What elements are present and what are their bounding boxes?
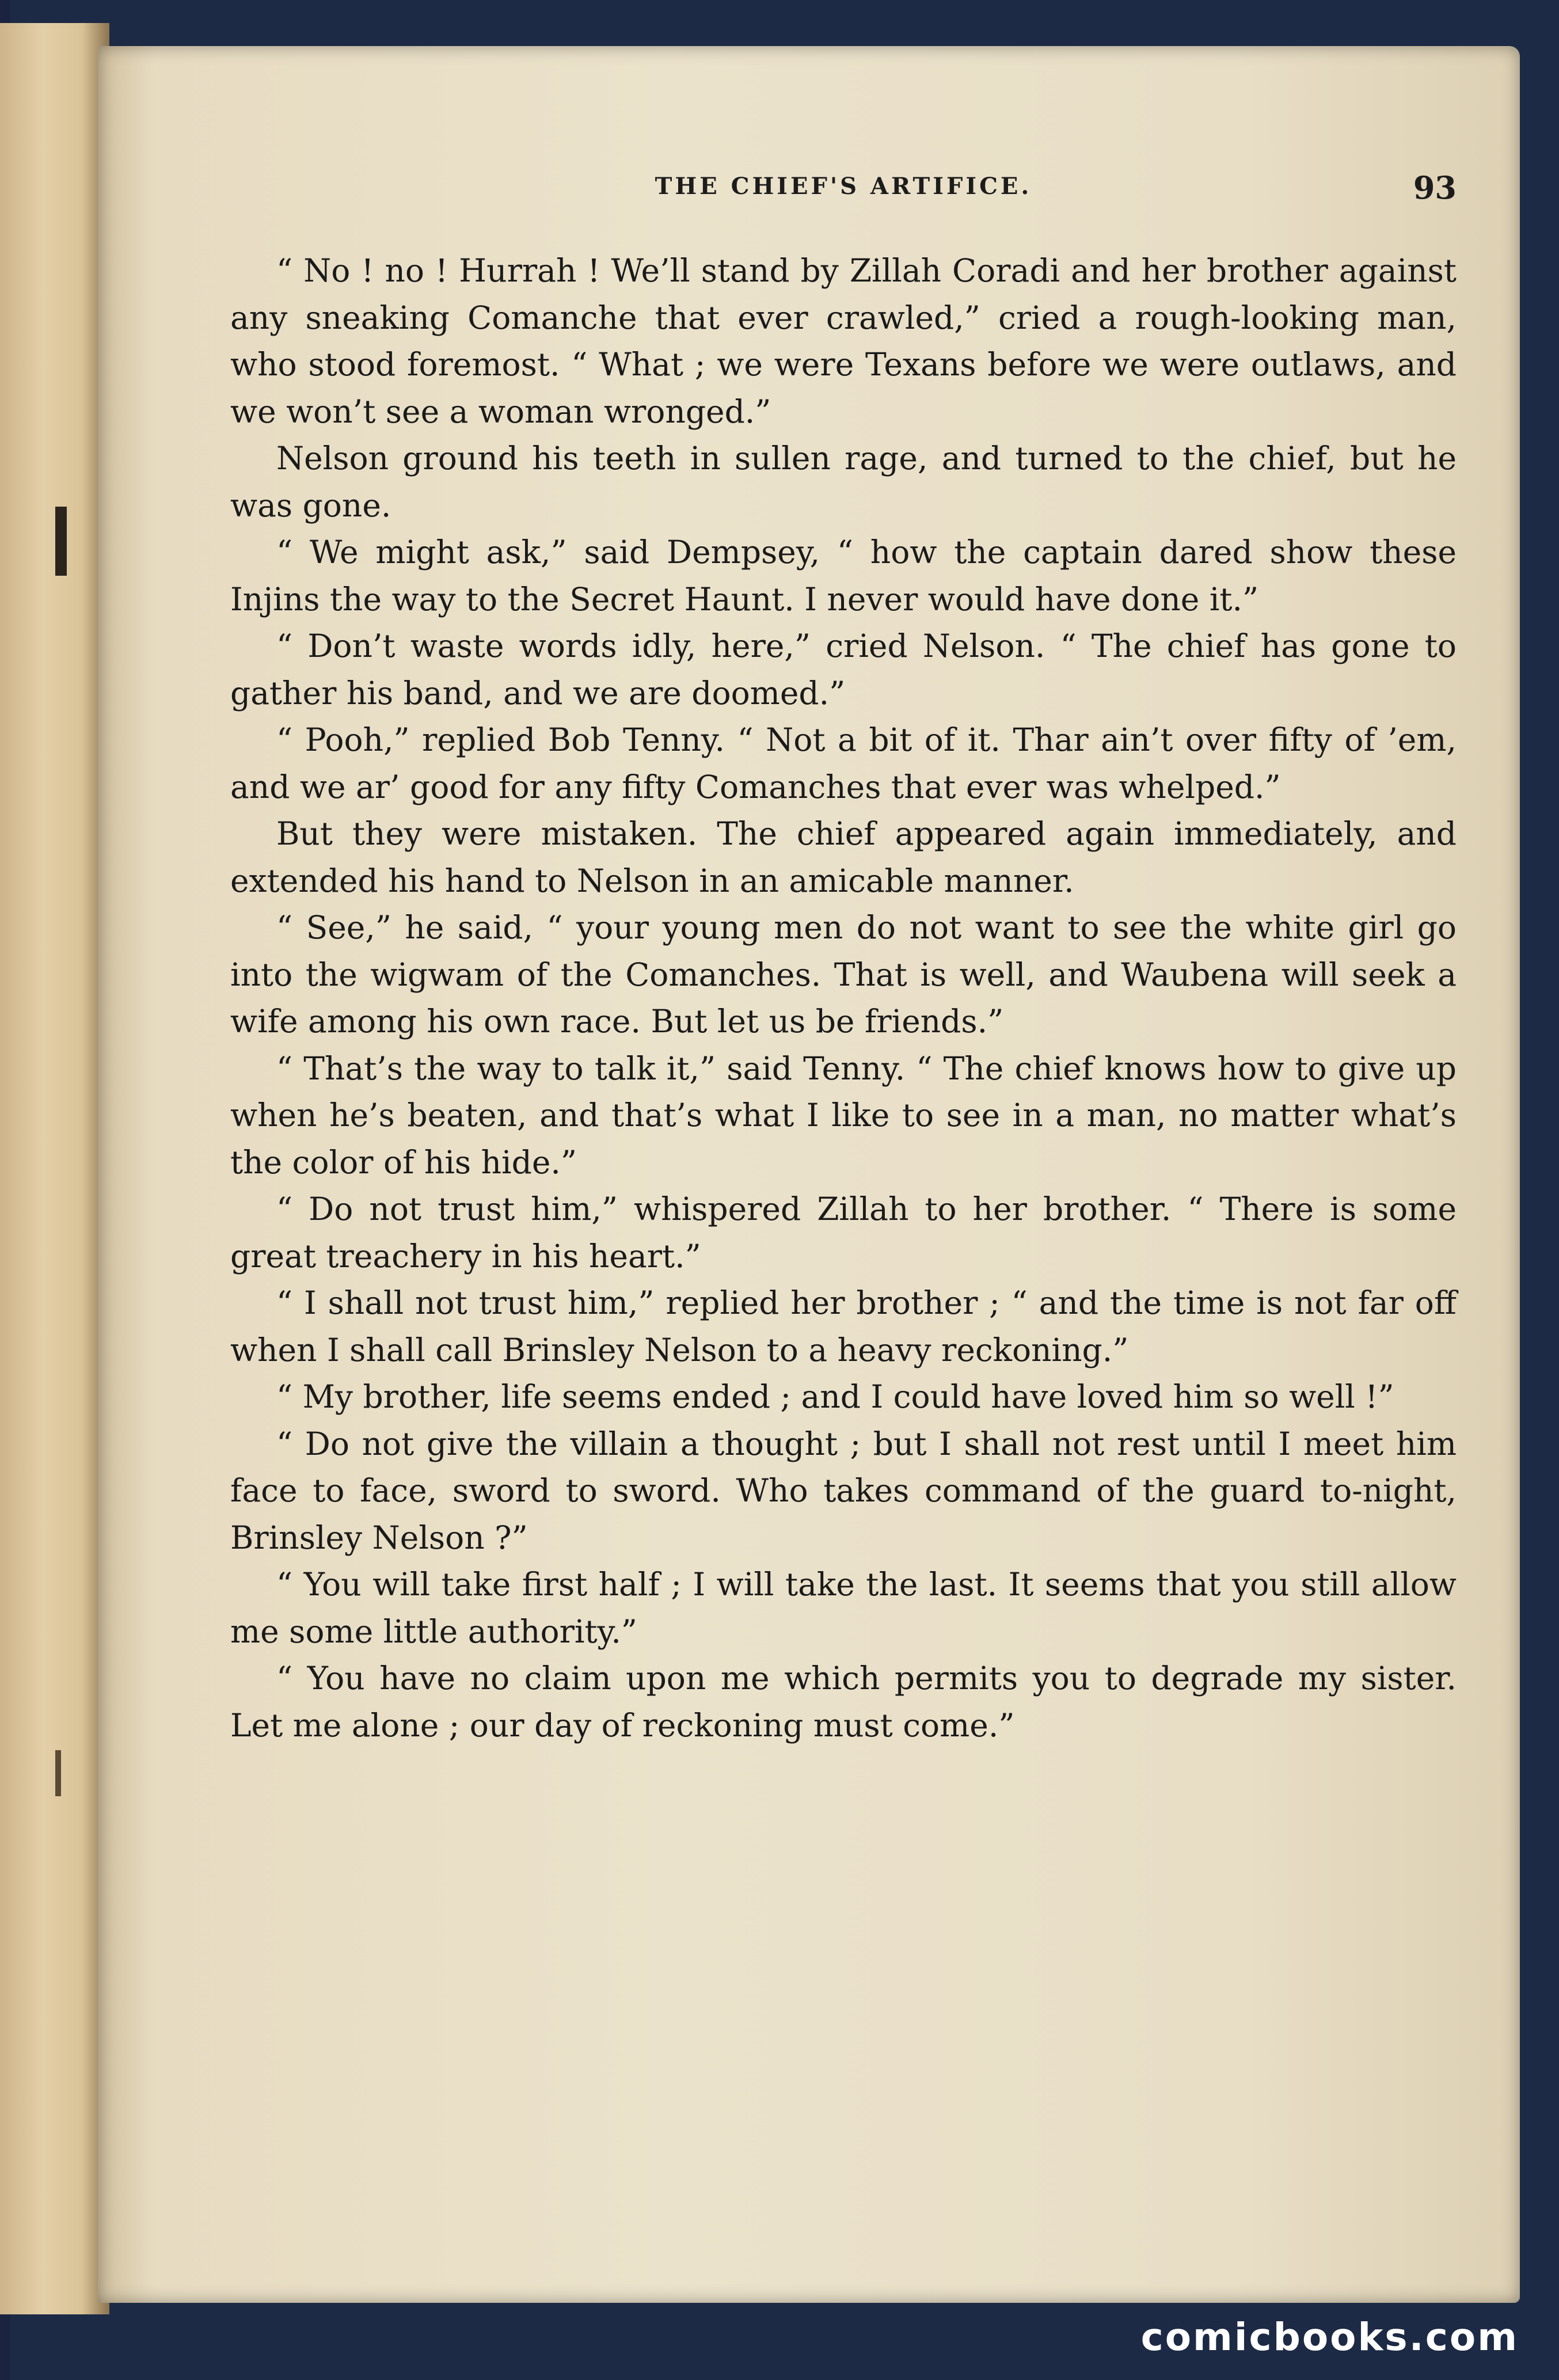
paragraph: “ That’s the way to talk it,” said Tenny. “ The chief knows how to give up when he’s beaten, and that’s what I like to see in a man, no matter what’s the color of his hide.” — [230, 1050, 1457, 1181]
paragraph: “ Do not give the villain a thought ; but I shall not rest until I meet him face to face, sword to sword. Who takes command of the guard to-night, Brinsley Nelson ?” — [230, 1425, 1457, 1556]
paragraph: “ Do not trust him,” whispered Zillah to her brother. “ There is some great treachery in his heart.” — [230, 1191, 1457, 1275]
adjacent-page-edge — [0, 23, 109, 2314]
paragraph: “ Don’t waste words idly, here,” cried Nelson. “ The chief has gone to gather his band, and we are doomed.” — [230, 628, 1457, 712]
paragraph: “ We might ask,” said Dempsey, “ how the captain dared show these Injins the way to the Secret Haunt. I never would have done it.” — [230, 534, 1457, 618]
page-number: 93 — [1413, 169, 1457, 206]
paragraph: “ No ! no ! Hurrah ! We’ll stand by Zillah Coradi and her brother against any sneaking Comanche that ever crawled,” cried a rough-looking man, who stood foremost. “ What ; we were Texans before we were outlaws, and we won’t see a woman wronged.” — [230, 252, 1457, 430]
paragraph: But they were mistaken. The chief appeared again immediately, and extended his hand to Nelson in an amicable manner. — [230, 815, 1457, 899]
body-text — [230, 248, 1457, 1749]
paragraph: Nelson ground his teeth in sullen rage, and turned to the chief, but he was gone. — [230, 440, 1457, 524]
paragraph: “ You have no claim upon me which permits you to degrade my sister. Let me alone ; our day of reckoning must come.” — [230, 1660, 1457, 1744]
paragraph: “ Pooh,” replied Bob Tenny. “ Not a bit of it. Thar ain’t over fifty of ’em, and we ar’ good for any fifty Comanches that ever was whelped.” — [230, 721, 1457, 805]
running-title: THE CHIEF'S ARTIFICE. — [655, 173, 1032, 200]
paragraph: “ My brother, life seems ended ; and I could have loved him so well !” — [276, 1378, 1394, 1415]
page-header — [230, 169, 1457, 230]
watermark: comicbooks.com — [1140, 2315, 1519, 2359]
binding-mark — [55, 507, 67, 576]
paragraph: “ You will take first half ; I will take the last. It seems that you still allow me some little authority.” — [230, 1566, 1457, 1650]
paragraph: “ I shall not trust him,” replied her brother ; “ and the time is not far off when I shall call Brinsley Nelson to a heavy reckoning.” — [230, 1284, 1457, 1368]
binding-mark — [55, 1750, 61, 1796]
book-page — [98, 46, 1520, 2303]
paragraph: “ See,” he said, “ your young men do not want to see the white girl go into the wigwam of the Comanches. That is well, and Waubena will seek a wife among his own race. But let us be friends.” — [230, 909, 1457, 1040]
